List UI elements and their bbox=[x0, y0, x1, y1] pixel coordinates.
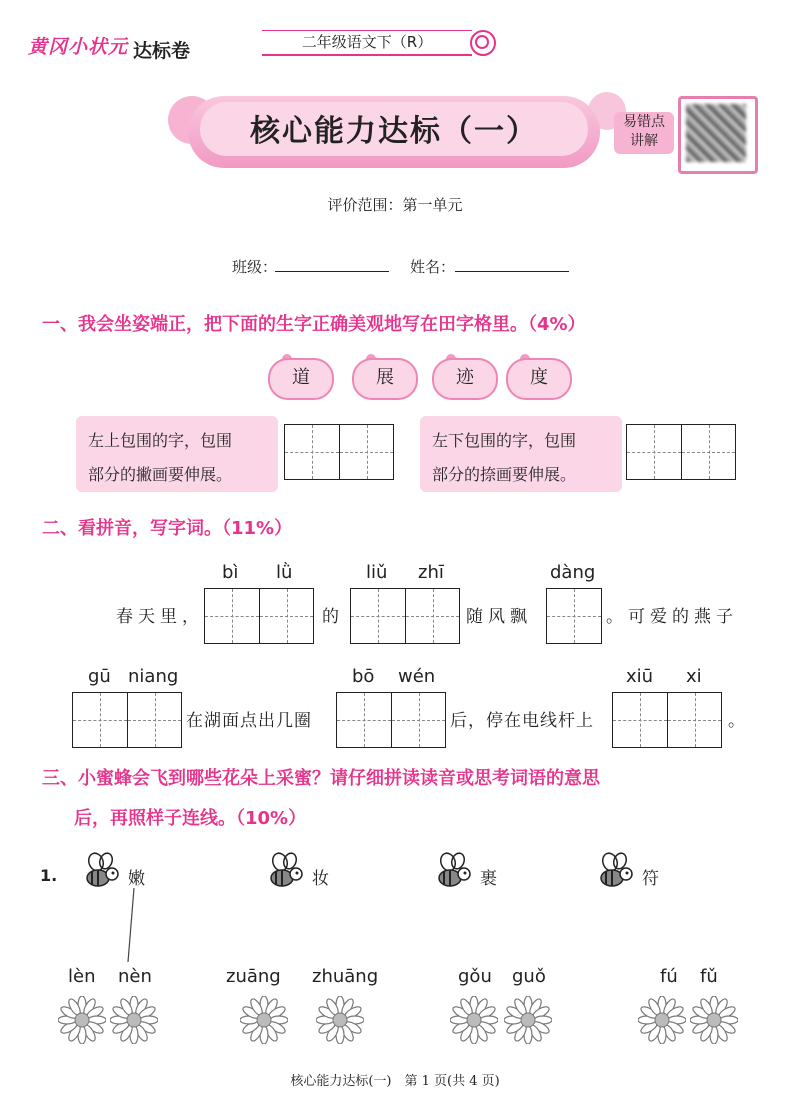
grid-cell[interactable] bbox=[339, 425, 393, 479]
tian-grid[interactable] bbox=[546, 588, 602, 644]
tian-grid[interactable] bbox=[204, 588, 314, 644]
pinyin: xiū bbox=[626, 666, 654, 687]
tian-grid[interactable] bbox=[612, 692, 722, 748]
name-field[interactable] bbox=[455, 271, 569, 272]
pinyin: dàng bbox=[550, 562, 596, 583]
grid-cell[interactable] bbox=[285, 425, 339, 479]
flower-pinyin: lèn bbox=[68, 966, 96, 987]
flower-pinyin: zuāng bbox=[226, 966, 281, 987]
qr-code-icon[interactable] bbox=[686, 104, 746, 162]
brand-logo: 黄冈小状元 bbox=[28, 36, 129, 58]
tip-line-2: 讲解 bbox=[630, 133, 658, 149]
grid-cell[interactable] bbox=[73, 693, 127, 747]
flower-pinyin: nèn bbox=[118, 966, 152, 987]
q1-heading: 一、我会坐姿端正，把下面的生字正确美观地写在田字格里。（4%） bbox=[42, 314, 586, 335]
q3-heading-line-1: 三、小蜜蜂会飞到哪些花朵上采蜜？请仔细拼读读音或思考词语的意思 bbox=[42, 768, 600, 789]
bee-char: 妆 bbox=[312, 869, 329, 889]
pinyin: bō bbox=[352, 666, 375, 687]
char-cloud: 展 bbox=[352, 358, 418, 400]
char-cloud: 迹 bbox=[432, 358, 498, 400]
grid-cell[interactable] bbox=[627, 425, 681, 479]
hint-box-1 bbox=[76, 416, 278, 492]
page-title: 核心能力达标（一） bbox=[250, 114, 538, 149]
grid-cell[interactable] bbox=[351, 589, 405, 643]
grid-cell[interactable] bbox=[205, 589, 259, 643]
tian-grid[interactable] bbox=[336, 692, 446, 748]
grid-cell[interactable] bbox=[547, 589, 601, 643]
grid-cell[interactable] bbox=[259, 589, 313, 643]
char-cloud: 道 bbox=[268, 358, 334, 400]
flower-icon[interactable] bbox=[240, 996, 288, 1044]
bee-char: 符 bbox=[642, 869, 659, 889]
pinyin: xi bbox=[686, 666, 702, 687]
evaluation-scope: 评价范围：第一单元 bbox=[327, 196, 463, 214]
bee-char: 嫩 bbox=[128, 869, 145, 889]
flower-pinyin: fǔ bbox=[700, 966, 718, 987]
bee-icon[interactable] bbox=[434, 852, 474, 892]
sentence-text: 在湖面点出几圈 bbox=[186, 711, 312, 731]
pinyin: lǜ bbox=[276, 562, 293, 583]
q3-heading-line-2: 后，再照样子连线。（10%） bbox=[74, 808, 307, 829]
tip-line-1: 易错点 bbox=[623, 114, 665, 130]
hint-1-line-2: 部分的撇画要伸展。 bbox=[88, 465, 233, 484]
class-label: 班级： bbox=[232, 258, 278, 276]
flower-pinyin: guǒ bbox=[512, 966, 546, 987]
subject-label: 二年级语文下（R） bbox=[301, 33, 433, 51]
char-cloud: 度 bbox=[506, 358, 572, 400]
flower-icon[interactable] bbox=[504, 996, 552, 1044]
bee-icon[interactable] bbox=[266, 852, 306, 892]
pinyin: niang bbox=[128, 666, 179, 687]
tip-text bbox=[614, 113, 674, 151]
name-label: 姓名： bbox=[410, 258, 456, 276]
flower-icon[interactable] bbox=[638, 996, 686, 1044]
flower-pinyin: gǒu bbox=[458, 966, 492, 987]
pinyin: wén bbox=[398, 666, 436, 687]
sentence-text: 后，停在电线杆上 bbox=[450, 711, 594, 731]
flower-icon[interactable] bbox=[110, 996, 158, 1044]
hint-2-line-1: 左下包围的字，包围 bbox=[432, 431, 577, 450]
example-connect-line bbox=[120, 886, 140, 966]
grid-cell[interactable] bbox=[337, 693, 391, 747]
pinyin: liǔ bbox=[366, 562, 388, 583]
page-footer: 核心能力达标(一) 第 1 页(共 4 页) bbox=[290, 1074, 500, 1089]
hint-2-line-2: 部分的捺画要伸展。 bbox=[432, 465, 577, 484]
flower-icon[interactable] bbox=[58, 996, 106, 1044]
class-field[interactable] bbox=[275, 271, 389, 272]
bee-icon[interactable] bbox=[82, 852, 122, 892]
bee-icon[interactable] bbox=[596, 852, 636, 892]
grid-cell[interactable] bbox=[405, 589, 459, 643]
hint-box-2 bbox=[420, 416, 622, 492]
grid-cell[interactable] bbox=[681, 425, 735, 479]
sentence-text: 。可爱的燕子 bbox=[606, 607, 738, 627]
tian-grid[interactable] bbox=[72, 692, 182, 748]
flower-icon[interactable] bbox=[690, 996, 738, 1044]
flower-pinyin: zhuāng bbox=[312, 966, 379, 987]
grid-cell[interactable] bbox=[127, 693, 181, 747]
tian-grid[interactable] bbox=[350, 588, 460, 644]
grid-cell[interactable] bbox=[391, 693, 445, 747]
sentence-text: 随风飘 bbox=[466, 607, 532, 627]
flower-icon[interactable] bbox=[316, 996, 364, 1044]
pinyin: zhī bbox=[418, 562, 444, 583]
bee-char: 裹 bbox=[480, 869, 497, 889]
pinyin: gū bbox=[88, 666, 111, 687]
sentence-text: 。 bbox=[728, 711, 750, 731]
grid-cell[interactable] bbox=[613, 693, 667, 747]
q2-heading: 二、看拼音，写字词。（11%） bbox=[42, 518, 293, 539]
sentence-text: 春天里， bbox=[116, 607, 204, 627]
paper-kind: 达标卷 bbox=[133, 40, 191, 62]
grid-cell[interactable] bbox=[667, 693, 721, 747]
sentence-text: 的 bbox=[322, 607, 344, 627]
flower-icon[interactable] bbox=[450, 996, 498, 1044]
tian-grid[interactable] bbox=[626, 424, 736, 480]
item-number: 1. bbox=[40, 866, 58, 885]
swirl-inner-icon bbox=[475, 35, 489, 49]
tian-grid[interactable] bbox=[284, 424, 394, 480]
pinyin: bì bbox=[222, 562, 239, 583]
hint-1-line-1: 左上包围的字，包围 bbox=[88, 431, 233, 450]
flower-pinyin: fú bbox=[660, 966, 678, 987]
